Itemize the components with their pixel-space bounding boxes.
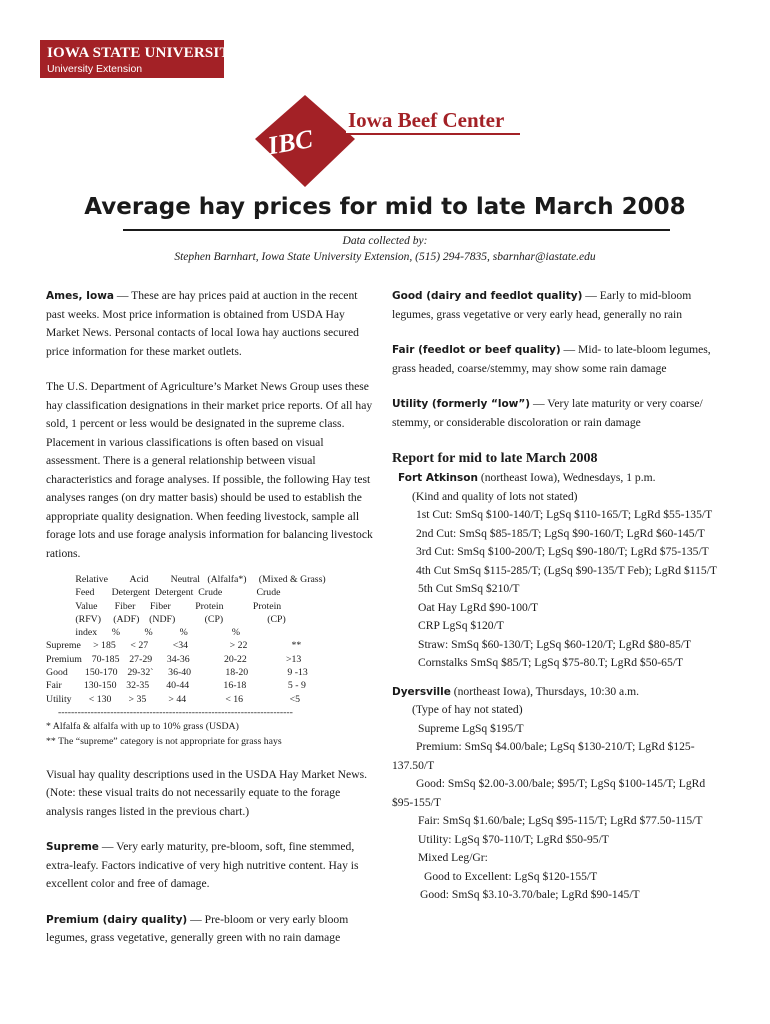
- dyersville-desc: (northeast Iowa), Thursdays, 10:30 a.m.: [450, 684, 640, 698]
- price-line: [392, 738, 724, 775]
- price-line: Good to Excellent: LgSq $120-155/T: [424, 869, 598, 883]
- price-line: [392, 775, 724, 812]
- table-row: Supreme > 185 < 27 <34 > 22 **: [46, 640, 302, 652]
- table-row: Utility < 130 > 35 > 44 < 16 <5: [46, 693, 301, 705]
- dyersville-heading: [392, 683, 724, 702]
- fort-atkinson-desc: (northeast Iowa), Wednesdays, 1 p.m.: [477, 471, 656, 484]
- price-line-text: Good: SmSq $2.00-3.00/bale; $95/T; LgSq $100-145/T; LgRd $95-155/T: [392, 777, 706, 809]
- price-line-text: 2nd Cut: SmSq $85-185/T; LgSq $90-160/T; LgRd $60-145/T: [416, 526, 705, 540]
- credit-line-1: Data collected by:: [342, 235, 428, 247]
- table-row: Good 150-170 29-32` 36-40 18-20 9 -13: [46, 667, 308, 679]
- table-row: Relative Acid Neutral (Alfalfa*) (Mixed & Grass): [46, 574, 326, 585]
- price-line-text: 1st Cut: SmSq $100-140/T; LgSq $110-165/T; LgRd $55-135/T: [416, 508, 713, 521]
- price-line: Utility: LgSq $70-110/T; LgRd $50-95/T: [418, 832, 609, 846]
- supreme-text: — Very early maturity, pre-bloom, soft, fine stemmed, extra-leafy. Factors indicative of very high nutritive content. Hay is excellent color and free of damage.: [46, 840, 359, 891]
- fair-text: — Mid- to late-bloom legumes, grass headed, coarse/stemmy, may show some rain damage: [392, 343, 711, 375]
- table-row: index % % % %: [46, 627, 241, 639]
- left-column: [46, 287, 376, 948]
- table-row: Premium 70-185 27-29 34-36 20-22 >13: [46, 653, 302, 665]
- center-name: Iowa Beef Center: [348, 108, 505, 132]
- good-lead: Good (dairy and feedlot quality): [392, 290, 583, 302]
- footnote-supreme: ** The “supreme” category is not appropriate for grass hays: [46, 735, 282, 747]
- price-line: 5th Cut SmSq $210/T: [418, 582, 520, 595]
- price-line: Supreme LgSq $195/T: [418, 721, 524, 735]
- premium-paragraph: [46, 911, 376, 948]
- price-line: Cornstalks SmSq $85/T; LgSq $75-80.T; LgRd $50-65/T: [418, 656, 684, 669]
- table-row: (RFV) (ADF) (NDF) (CP) (CP): [46, 613, 286, 625]
- report-heading: Report for mid to late March 2008: [392, 451, 598, 466]
- price-line-text: 3rd Cut: SmSq $100-200/T; LgSq $90-180/T; LgRd $75-135/T: [416, 545, 709, 558]
- price-line: [392, 543, 724, 562]
- table-row: Fair 130-150 32-35 40-44 16-18 5 - 9: [46, 680, 306, 692]
- usda-paragraph: The U.S. Department of Agriculture’s Market News Group uses these hay classification designations in their market price reports. Of all hay sold, 1 percent or less would be designated in the supreme class. Placement in various classifications is often based on visual assessment. There is a general relationship between visual characteristics and forage analyses. If possible, the following Hay test analyses ranges (on dry matter basis) should be used to establish the appropriate quality designation. When feeding livestock, sample all forage lots and use forage analysis information for balancing livestock rations.: [46, 380, 373, 560]
- price-line-text: Premium: SmSq $4.00/bale; LgSq $130-210/T; LgRd $125-137.50/T: [392, 740, 695, 772]
- supreme-paragraph: [46, 838, 376, 894]
- fort-atkinson-kind: (Kind and quality of lots not stated): [412, 489, 578, 503]
- utility-paragraph: [392, 395, 724, 432]
- price-line: Fair: SmSq $1.60/bale; LgSq $95-115/T; LgRd $77.50-115/T: [418, 814, 703, 827]
- price-line: Good: SmSq $3.10-3.70/bale; LgRd $90-145/T: [420, 888, 640, 901]
- supreme-lead: Supreme: [46, 841, 99, 854]
- fair-lead: Fair (feedlot or beef quality): [392, 344, 561, 356]
- price-line: CRP LgSq $120/T: [418, 619, 504, 632]
- fort-atkinson-name: Fort Atkinson: [398, 472, 478, 484]
- good-paragraph: [392, 287, 724, 324]
- price-line: Straw: SmSq $60-130/T; LgSq $60-120/T; LgRd $80-85/T: [418, 637, 692, 651]
- logo-text: IBC: [265, 124, 315, 161]
- fort-atkinson-heading: [392, 469, 724, 488]
- price-line-text: 4th Cut SmSq $115-285/T; (LgSq $90-135/T Feb); LgRd $115/T: [416, 563, 718, 577]
- footnote-alfalfa: * Alfalfa & alfalfa with up to 10% grass (USDA): [46, 720, 239, 732]
- dateline: Ames, Iowa: [46, 290, 114, 302]
- university-banner: [40, 40, 241, 78]
- table-row: Feed Detergent Detergent Crude Crude: [46, 587, 281, 599]
- title-rule: [123, 229, 670, 231]
- intro-text: — These are hay prices paid at auction in the recent past weeks. Most price information is obtained from USDA Hay Market News. Personal contacts of local Iowa hay auctions secured price information for these market outlets.: [46, 289, 359, 358]
- table-row: Value Fiber Fiber Protein Protein: [46, 600, 282, 612]
- price-line: [392, 525, 724, 544]
- price-line: [392, 506, 724, 525]
- utility-lead: Utility (formerly “low”): [392, 398, 531, 410]
- table-divider: ------------------------------------------------------------------------: [58, 706, 293, 718]
- quality-table: [46, 573, 376, 749]
- university-name: IOWA STATE UNIVERSITY: [47, 45, 241, 61]
- good-text: — Early to mid-bloom legumes, grass vegetative or very early head, generally no rain: [392, 289, 692, 321]
- premium-text: — Pre-bloom or very early bloom legumes, grass vegetative, generally green with no rain damage: [46, 912, 349, 945]
- price-line: Mixed Leg/Gr:: [418, 851, 488, 864]
- dyersville-name: Dyersville: [392, 685, 451, 698]
- extension-name: University Extension: [47, 63, 143, 75]
- visual-paragraph: Visual hay quality descriptions used in the USDA Hay Market News. (Note: these visual traits do not necessarily equate to the forage analysis ranges listed in the previous chart.): [46, 767, 367, 818]
- dyersville-kind: (Type of hay not stated): [412, 703, 523, 716]
- right-column: [392, 287, 724, 905]
- price-line: [392, 562, 724, 581]
- price-line: Oat Hay LgRd $90-100/T: [418, 600, 539, 614]
- intro-paragraph: [46, 287, 376, 361]
- credit-line-2: Stephen Barnhart, Iowa State University Extension, (515) 294-7835, sbarnhar@iastate.edu: [174, 251, 596, 263]
- page-title: Average hay prices for mid to late March 2008: [84, 194, 686, 220]
- premium-lead: Premium (dairy quality): [46, 913, 188, 926]
- utility-text: — Very late maturity or very coarse/ stemmy, or considerable discoloration or rain damage: [392, 397, 703, 429]
- fair-paragraph: [392, 341, 724, 378]
